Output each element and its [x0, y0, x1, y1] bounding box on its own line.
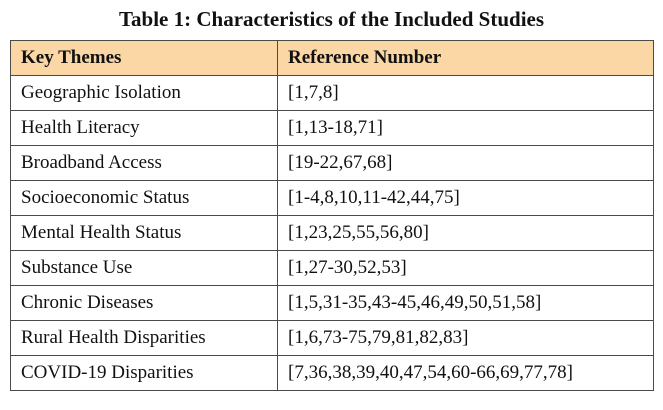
key-theme-cell: Geographic Isolation [11, 76, 278, 111]
table-row [11, 111, 654, 146]
table-row [11, 356, 654, 391]
characteristics-table [10, 40, 654, 391]
reference-number-cell: [1,5,31-35,43-45,46,49,50,51,58] [278, 286, 654, 321]
key-theme-cell: Socioeconomic Status [11, 181, 278, 216]
reference-number-cell: [7,36,38,39,40,47,54,60-66,69,77,78] [278, 356, 654, 391]
table-header-row [11, 41, 654, 76]
table-row [11, 286, 654, 321]
reference-number-cell: [19-22,67,68] [278, 146, 654, 181]
key-theme-cell: Substance Use [11, 251, 278, 286]
table-row [11, 216, 654, 251]
reference-number-cell: [1-4,8,10,11-42,44,75] [278, 181, 654, 216]
table-row [11, 76, 654, 111]
key-theme-cell: Chronic Diseases [11, 286, 278, 321]
key-theme-cell: COVID-19 Disparities [11, 356, 278, 391]
table-caption: Table 1: Characteristics of the Included Studies [118, 7, 545, 31]
table-row [11, 181, 654, 216]
reference-number-cell: [1,6,73-75,79,81,82,83] [278, 321, 654, 356]
key-theme-cell: Health Literacy [11, 111, 278, 146]
key-theme-cell: Mental Health Status [11, 216, 278, 251]
reference-number-cell: [1,13-18,71] [278, 111, 654, 146]
reference-number-cell: [1,7,8] [278, 76, 654, 111]
table-row [11, 146, 654, 181]
column-header-reference-number: Reference Number [278, 41, 654, 76]
table-row [11, 251, 654, 286]
table-row [11, 321, 654, 356]
column-header-key-themes: Key Themes [11, 41, 278, 76]
key-theme-cell: Rural Health Disparities [11, 321, 278, 356]
key-theme-cell: Broadband Access [11, 146, 278, 181]
reference-number-cell: [1,23,25,55,56,80] [278, 216, 654, 251]
reference-number-cell: [1,27-30,52,53] [278, 251, 654, 286]
